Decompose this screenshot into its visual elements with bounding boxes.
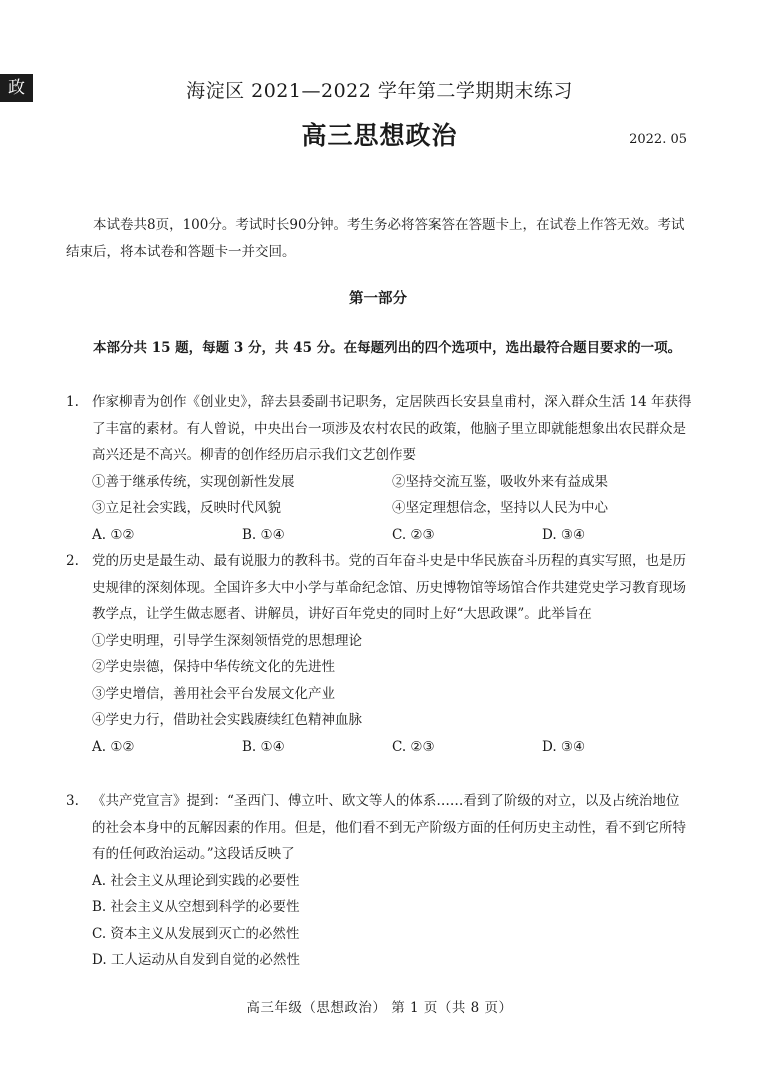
question-stem: 作家柳青为创作《创业史》，辞去县委副书记职务，定居陕西长安县皇甫村，深入群众生活 14 年获得了丰富的素材。有人曾说，中央出台一项涉及农村农民的政策，他脑子里立即就能想象出农民群众是高兴还是不高兴。柳青的创作经历启示我们文艺创作要 [92,394,692,463]
statement: ④学史力行，借助社会实践赓续红色精神血脉 [92,712,362,728]
option-row [66,734,692,761]
statement-row [66,495,692,522]
page-footer: 高三年级（思想政治） 第 1 页（共 8 页） [246,1000,513,1016]
option-d: D. 工人运动从自发到自觉的必然性 [92,952,300,968]
option-a: A. 社会主义从理论到实践的必要性 [92,872,300,889]
statement: ②坚持交流互鉴，吸收外来有益成果 [392,473,608,490]
question-number: 1. [66,394,79,410]
option-a: A. ①② [92,526,135,543]
question-number: 2. [66,553,79,569]
exam-title: 海淀区 2021—2022 学年第二学期期末练习 [186,80,573,102]
statement: ③立足社会实践，反映时代风貌 [92,500,281,516]
statement: ③学史增信，善用社会平台发展文化产业 [92,685,335,702]
question-stem: 党的历史是最生动、最有说服力的教科书。党的百年奋斗史是中华民族奋斗历程的真实写照，也是历史规律的深刻体现。全国许多大中小学与革命纪念馆、历史博物馆等场馆合作共建党史学习教育现场教学点，让学生做志愿者、讲解员，讲好百年党史的同时上好“大思政课”。此举旨在 [92,553,686,622]
subject-side-tag: 政 [0,74,33,102]
question-stem: 《共产党宣言》提到：“圣西门、傅立叶、欧文等人的体系……看到了阶级的对立，以及占统治地位的社会本身中的瓦解因素的作用。但是，他们看不到无产阶级方面的任何历史主动性，看不到它所特有的任何政治运动。”这段话反映了 [92,793,686,862]
option-d: D. ③④ [542,526,586,543]
option-d: D. ③④ [542,738,586,755]
option-a: A. ①② [92,738,135,755]
statement: ①学史明理，引导学生深刻领悟党的思想理论 [92,632,362,649]
option-b: B. ①④ [242,738,285,755]
question-number: 3. [66,793,79,809]
option-b: B. ①④ [242,526,285,543]
statement: ②学史崇德，保持中华传统文化的先进性 [92,659,335,675]
question-3 [66,788,692,974]
option-c: C. 资本主义从发展到灭亡的必然性 [92,925,300,942]
exam-date: 2022. 05 [629,132,687,147]
statement: ①善于继承传统，实现创新性发展 [92,473,295,490]
option-b: B. 社会主义从空想到科学的必要性 [92,899,300,915]
question-1 [66,389,692,548]
option-row [66,522,692,549]
section-title: 第一部分 [349,290,407,307]
subject-title: 高三思想政治 [301,121,458,150]
option-c: C. ②③ [392,738,435,755]
statement-row [66,469,692,496]
statement: ④坚定理想信念，坚持以人民为中心 [392,500,608,516]
option-c: C. ②③ [392,526,435,543]
section-intro: 本部分共 15 题，每题 3 分，共 45 分。在每题列出的四个选项中，选出最符合题目要求的一项。 [93,340,682,356]
instructions: 本试卷共8页，100分。考试时长90分钟。考生务必将答案答在答题卡上，在试卷上作答无效。考试结束后，将本试卷和答题卡一并交回。 [66,217,685,260]
question-2 [66,548,692,760]
